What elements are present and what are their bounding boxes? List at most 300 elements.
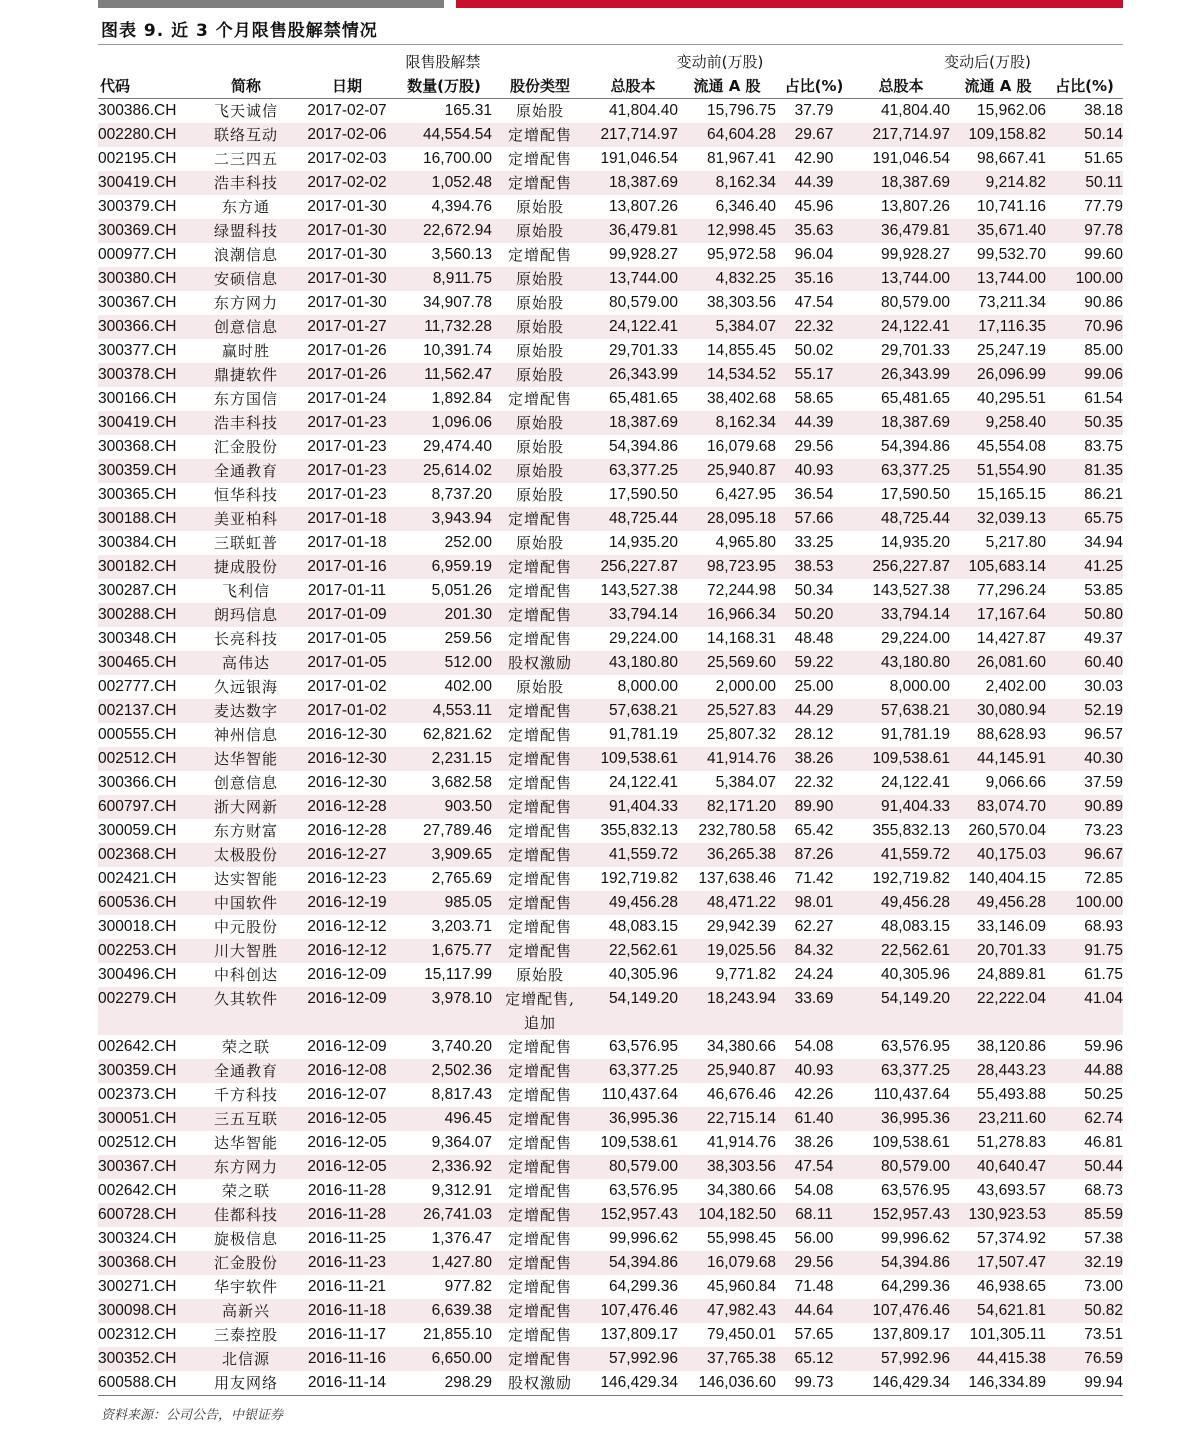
table-cell: 109,538.61 (600, 1134, 679, 1151)
table-cell: 34.94 (1084, 534, 1124, 551)
table-cell: 1,096.06 (396, 411, 492, 435)
table-cell: 57.38 (1084, 1230, 1124, 1247)
table-cell: 2,502.36 (396, 1059, 492, 1083)
table-cell: 2016-12-19 (298, 891, 396, 915)
table-cell: 40,295.51 (977, 390, 1047, 407)
table-cell: 38.26 (776, 747, 852, 771)
table-cell: 52.19 (1046, 699, 1123, 723)
table-row (98, 699, 1123, 723)
table-cell: 4,394.76 (431, 198, 492, 215)
table-cell: 5,384.07 (715, 774, 777, 791)
table-cell: 192,719.82 (600, 870, 679, 887)
table-cell: 99,996.62 (609, 1230, 679, 1247)
table-cell: 46,938.65 (977, 1278, 1047, 1295)
table-cell: 2016-12-30 (298, 747, 396, 771)
table-cell: 33,794.14 (852, 603, 950, 627)
table-cell: 29.67 (776, 123, 852, 147)
table-cell: 33,794.14 (588, 603, 678, 627)
table-cell: 99,928.27 (609, 246, 679, 263)
table-row (98, 1035, 1123, 1059)
table-row (98, 891, 1123, 915)
table-cell: 84.32 (776, 939, 852, 963)
table-cell: 99,928.27 (881, 246, 951, 263)
table-cell: 48,725.44 (852, 507, 950, 531)
table-cell: 定增配售 (508, 1182, 573, 1200)
table-cell: 38.53 (776, 555, 852, 579)
table-cell: 300324.CH (98, 1230, 177, 1247)
table-cell: 50.82 (1046, 1299, 1123, 1323)
table-cell: 22.32 (794, 774, 834, 791)
table-row (98, 939, 1123, 963)
table-cell: 73.23 (1084, 822, 1124, 839)
table-cell: 83,074.70 (950, 795, 1046, 819)
table-cell: 51,278.83 (977, 1134, 1047, 1151)
table-cell: 2016-11-23 (298, 1251, 396, 1275)
table-cell: 18,243.94 (678, 987, 776, 1035)
title-divider (98, 44, 1123, 45)
table-body (98, 99, 1123, 1396)
table-cell: 17,167.64 (950, 603, 1046, 627)
table-cell: 定增配售 (508, 582, 573, 600)
table-cell: 15,962.06 (977, 102, 1047, 119)
table-cell: 300098.CH (98, 1299, 194, 1323)
table-cell: 浙大网新 (194, 795, 298, 819)
table-row (98, 147, 1123, 171)
table-cell: 24,122.41 (588, 315, 678, 339)
table-cell: 21,855.10 (423, 1326, 492, 1343)
table-cell: 100.00 (1046, 267, 1123, 291)
table-cell: 6,959.19 (396, 555, 492, 579)
table-cell: 37,765.38 (678, 1347, 776, 1371)
table-cell: 1,376.47 (431, 1230, 492, 1247)
table-cell: 浩丰科技 (194, 411, 298, 435)
table-cell: 55,998.45 (707, 1230, 777, 1247)
table-cell: 99.60 (1084, 246, 1124, 263)
table-cell: 105,683.14 (950, 555, 1046, 579)
group-after: 变动后(万股) (944, 53, 1031, 71)
table-cell: 26,096.99 (950, 363, 1046, 387)
table-cell: 2016-12-09 (307, 966, 387, 983)
table-cell: 16,079.68 (707, 438, 777, 455)
table-cell: 36,479.81 (852, 219, 950, 243)
table-cell: 57,638.21 (588, 699, 678, 723)
table-cell: 82,171.20 (678, 795, 776, 819)
table-cell: 18,387.69 (852, 411, 950, 435)
table-cell: 飞利信 (221, 582, 270, 600)
table-cell: 32,039.13 (950, 507, 1046, 531)
table-cell: 1,427.80 (396, 1251, 492, 1275)
col-header: 占比(%) (784, 77, 844, 95)
table-cell: 24,889.81 (977, 966, 1047, 983)
table-cell: 146,036.60 (698, 1374, 777, 1391)
table-cell: 2017-01-18 (307, 534, 387, 551)
table-cell: 83.75 (1084, 438, 1124, 455)
table-cell: 久远银海 (213, 678, 278, 696)
table-cell: 19,025.56 (678, 939, 776, 963)
table-cell: 71.48 (794, 1278, 834, 1295)
table-cell: 9,364.07 (431, 1134, 492, 1151)
col-header: 简称 (230, 77, 261, 95)
table-cell: 3,203.71 (431, 918, 492, 935)
table-cell: 260,570.04 (968, 822, 1047, 839)
table-cell: 71.42 (794, 870, 834, 887)
table-cell: 61.54 (1084, 390, 1124, 407)
table-cell: 久其软件 (194, 987, 298, 1035)
table-cell: 109,538.61 (852, 747, 950, 771)
table-cell: 定增配售 (508, 918, 573, 936)
table-cell: 977.82 (444, 1278, 492, 1295)
table-cell: 99.94 (1084, 1374, 1124, 1391)
table-cell: 定增配售 (508, 1278, 573, 1296)
table-cell: 109,158.82 (950, 123, 1046, 147)
table-cell: 81.35 (1046, 459, 1123, 483)
table-cell: 11,562.47 (396, 363, 492, 387)
table-cell: 002421.CH (98, 870, 177, 887)
table-cell: 东方通 (221, 198, 270, 216)
table-cell: 55.17 (776, 363, 852, 387)
table-cell: 2,765.69 (431, 870, 492, 887)
table-cell: 54,394.86 (609, 438, 679, 455)
table-cell: 300287.CH (98, 582, 177, 599)
table-cell: 40.30 (1046, 747, 1123, 771)
table-cell: 浩丰科技 (194, 171, 298, 195)
table-cell: 43,180.80 (852, 651, 950, 675)
table-row (98, 1323, 1123, 1347)
table-cell: 定增配售 (492, 939, 588, 963)
table-cell: 98,723.95 (678, 555, 776, 579)
table-cell: 定增配售, 追加 (492, 987, 588, 1035)
table-cell: 45,554.08 (977, 438, 1047, 455)
table-cell: 36,995.36 (852, 1107, 950, 1131)
table-cell: 5,051.26 (431, 582, 492, 599)
header-bar-gray (98, 0, 444, 8)
table-cell: 90.86 (1084, 294, 1124, 311)
table-cell: 512.00 (396, 651, 492, 675)
table-row (98, 723, 1123, 747)
table-cell: 232,780.58 (698, 822, 777, 839)
table-row (98, 1059, 1123, 1083)
table-cell: 79,450.01 (707, 1326, 777, 1343)
table-cell: 千方科技 (213, 1086, 278, 1104)
table-cell: 300378.CH (98, 363, 194, 387)
table-cell: 原始股 (516, 534, 565, 552)
table-cell: 300166.CH (98, 390, 177, 407)
table-cell: 4,832.25 (678, 267, 776, 291)
table-cell: 50.80 (1046, 603, 1123, 627)
table-cell: 68.11 (776, 1203, 852, 1227)
table-cell: 定增配售 (508, 726, 573, 744)
table-row (98, 1299, 1123, 1323)
table-cell: 300051.CH (98, 1107, 194, 1131)
table-cell: 27,789.46 (423, 822, 492, 839)
table-cell: 定增配售 (492, 699, 588, 723)
table-cell: 300288.CH (98, 603, 194, 627)
table-cell: 25,569.60 (678, 651, 776, 675)
table-cell: 原始股 (492, 459, 588, 483)
table-cell: 65,481.65 (881, 390, 951, 407)
table-cell: 定增配售 (508, 870, 573, 888)
table-cell: 903.50 (396, 795, 492, 819)
table-cell: 2,000.00 (715, 678, 777, 695)
table-cell: 2017-01-23 (307, 438, 387, 455)
table-cell: 73.51 (1084, 1326, 1124, 1343)
table-row (98, 579, 1123, 603)
table-cell: 定增配售 (492, 747, 588, 771)
table-cell: 002368.CH (98, 843, 194, 867)
table-cell: 定增配售 (508, 1038, 573, 1056)
table-cell: 107,476.46 (852, 1299, 950, 1323)
table-cell: 达实智能 (213, 870, 278, 888)
table-cell: 57,992.96 (588, 1347, 678, 1371)
table-cell: 29.56 (794, 438, 834, 455)
table-cell: 5,384.07 (678, 315, 776, 339)
table-cell: 33.69 (776, 987, 852, 1035)
table-cell: 原始股 (516, 342, 565, 360)
table-cell: 2017-01-30 (307, 198, 387, 215)
table-row (98, 99, 1123, 124)
table-cell: 137,809.17 (600, 1326, 679, 1343)
table-cell: 80,579.00 (881, 294, 951, 311)
table-cell: 2017-01-26 (298, 363, 396, 387)
table-cell: 63,576.95 (609, 1182, 679, 1199)
table-cell: 14,935.20 (881, 534, 951, 551)
table-cell: 96.04 (794, 246, 834, 263)
table-cell: 98,667.41 (977, 150, 1047, 167)
table-cell: 22,222.04 (950, 987, 1046, 1035)
table-cell: 99,532.70 (977, 246, 1047, 263)
table-cell: 54,149.20 (852, 987, 950, 1035)
table-cell: 2017-01-30 (298, 267, 396, 291)
table-cell: 91,404.33 (852, 795, 950, 819)
table-cell: 中科创达 (213, 966, 278, 984)
table-cell: 97.78 (1046, 219, 1123, 243)
table-cell: 2017-01-30 (298, 219, 396, 243)
group-header-row (98, 50, 1123, 74)
table-cell: 59.96 (1084, 1038, 1124, 1055)
table-cell: 252.00 (444, 534, 492, 551)
table-cell: 2017-02-07 (307, 102, 387, 119)
table-cell: 23,211.60 (950, 1107, 1046, 1131)
col-header: 总股本 (878, 77, 924, 95)
table-cell: 2017-01-09 (298, 603, 396, 627)
table-cell: 41,914.76 (678, 747, 776, 771)
table-cell: 8,000.00 (617, 678, 679, 695)
table-cell: 54,149.20 (588, 987, 678, 1035)
table-cell: 50.11 (1046, 171, 1123, 195)
table-cell: 捷成股份 (194, 555, 298, 579)
table-cell: 62,821.62 (423, 726, 492, 743)
table-cell: 2016-12-30 (307, 774, 387, 791)
table-cell: 002777.CH (98, 678, 177, 695)
table-cell: 259.56 (444, 630, 492, 647)
table-cell: 29,224.00 (609, 630, 679, 647)
table-cell: 600797.CH (98, 795, 194, 819)
table-cell: 29,701.33 (609, 342, 679, 359)
table-row (98, 1083, 1123, 1107)
table-cell: 300465.CH (98, 651, 194, 675)
table-cell: 29,942.39 (707, 918, 777, 935)
table-cell: 002280.CH (98, 123, 194, 147)
table-cell: 44,554.54 (396, 123, 492, 147)
table-cell: 2016-12-23 (307, 870, 387, 887)
table-cell: 300059.CH (98, 822, 177, 839)
col-header: 流通 A 股 (693, 77, 761, 95)
table-cell: 中元股份 (213, 918, 278, 936)
table-cell: 定增配售 (492, 1347, 588, 1371)
table-cell: 24,122.41 (609, 774, 679, 791)
table-cell: 300366.CH (98, 315, 194, 339)
table-cell: 2017-01-23 (298, 459, 396, 483)
table-cell: 85.00 (1084, 342, 1124, 359)
table-cell: 全通教育 (194, 1059, 298, 1083)
table-cell: 18,387.69 (588, 411, 678, 435)
table-cell: 原始股 (492, 219, 588, 243)
table-cell: 002253.CH (98, 939, 194, 963)
table-cell: 11,732.28 (396, 315, 492, 339)
table-cell: 安硕信息 (194, 267, 298, 291)
table-cell: 146,429.34 (600, 1374, 679, 1391)
table-row (98, 219, 1123, 243)
table-row (98, 411, 1123, 435)
table-cell: 46.81 (1084, 1134, 1124, 1151)
table-cell: 146,429.34 (872, 1374, 951, 1391)
table-cell: 25,614.02 (396, 459, 492, 483)
table-cell: 15,165.15 (977, 486, 1047, 503)
table-row (98, 555, 1123, 579)
table-row (98, 603, 1123, 627)
table-cell: 华宇软件 (213, 1278, 278, 1296)
table-cell: 76.59 (1046, 1347, 1123, 1371)
table-cell: 2017-01-11 (307, 582, 387, 599)
table-cell: 48,083.15 (609, 918, 679, 935)
lockup-expiry-table (98, 50, 1123, 1395)
figure-title: 图表 9. 近 3 个月限售股解禁情况 (101, 21, 378, 41)
table-cell: 64,604.28 (678, 123, 776, 147)
table-cell: 33.25 (794, 534, 834, 551)
table-cell: 45,960.84 (707, 1278, 777, 1295)
table-cell: 全通教育 (194, 459, 298, 483)
table-cell: 109,538.61 (872, 1134, 951, 1151)
table-cell: 59.22 (776, 651, 852, 675)
table-cell: 137,638.46 (698, 870, 777, 887)
table-cell: 35.63 (776, 219, 852, 243)
table-row (98, 483, 1123, 507)
table-row (98, 963, 1123, 987)
table-cell: 恒华科技 (213, 486, 278, 504)
table-cell: 104,182.50 (678, 1203, 776, 1227)
table-row (98, 171, 1123, 195)
table-cell: 2016-12-28 (307, 822, 387, 839)
table-cell: 87.26 (776, 843, 852, 867)
table-cell: 300377.CH (98, 342, 177, 359)
table-cell: 24,122.41 (881, 774, 951, 791)
table-cell: 300384.CH (98, 534, 177, 551)
table-cell: 2017-01-02 (307, 678, 387, 695)
table-cell: 38,303.56 (678, 1155, 776, 1179)
table-row (98, 675, 1123, 699)
table-cell: 91,781.19 (881, 726, 951, 743)
table-cell: 44.88 (1046, 1059, 1123, 1083)
table-cell: 1,892.84 (431, 390, 492, 407)
table-cell: 217,714.97 (588, 123, 678, 147)
table-cell: 29,474.40 (423, 438, 492, 455)
table-cell: 985.05 (396, 891, 492, 915)
table-cell: 58.65 (794, 390, 834, 407)
table-row (98, 795, 1123, 819)
table-cell: 217,714.97 (852, 123, 950, 147)
table-cell: 原始股 (492, 411, 588, 435)
table-cell: 15,796.75 (707, 102, 777, 119)
table-cell: 38.26 (794, 1134, 834, 1151)
table-cell: 57,374.92 (977, 1230, 1047, 1247)
table-cell: 2017-01-05 (307, 630, 387, 647)
table-cell: 54,394.86 (588, 1251, 678, 1275)
table-cell: 东方网力 (213, 294, 278, 312)
header-bar-red (456, 0, 1123, 8)
table-cell: 100.00 (1046, 891, 1123, 915)
table-cell: 鼎捷软件 (194, 363, 298, 387)
table-cell: 34,380.66 (707, 1038, 777, 1055)
table-cell: 长亮科技 (213, 630, 278, 648)
table-row (98, 819, 1123, 843)
table-cell: 73,211.34 (978, 294, 1047, 311)
table-cell: 496.45 (396, 1107, 492, 1131)
table-cell: 80,579.00 (852, 1155, 950, 1179)
table-cell: 43,693.57 (977, 1182, 1047, 1199)
table-cell: 2016-12-05 (298, 1155, 396, 1179)
table-cell: 2,336.92 (396, 1155, 492, 1179)
table-cell: 原始股 (492, 267, 588, 291)
table-cell: 14,427.87 (977, 630, 1047, 647)
table-cell: 17,590.50 (609, 486, 679, 503)
table-row (98, 1179, 1123, 1203)
table-cell: 2016-12-27 (298, 843, 396, 867)
table-cell: 2017-01-30 (307, 294, 387, 311)
table-cell: 36,995.36 (588, 1107, 678, 1131)
table-cell: 140,404.15 (968, 870, 1047, 887)
table-cell: 000977.CH (98, 246, 177, 263)
table-cell: 荣之联 (221, 1182, 270, 1200)
table-cell: 60.40 (1046, 651, 1123, 675)
table-cell: 57,992.96 (852, 1347, 950, 1371)
table-cell: 300419.CH (98, 171, 194, 195)
table-cell: 56.00 (794, 1230, 834, 1247)
table-cell: 29,224.00 (881, 630, 951, 647)
table-cell: 东方国信 (213, 390, 278, 408)
table-cell: 2016-12-12 (298, 939, 396, 963)
table-cell: 8,817.43 (431, 1086, 492, 1103)
table-cell: 定增配售 (508, 1230, 573, 1248)
table-cell: 2017-01-23 (298, 411, 396, 435)
table-cell: 汇金股份 (194, 1251, 298, 1275)
table-cell: 600728.CH (98, 1203, 194, 1227)
table-cell: 美亚柏科 (194, 507, 298, 531)
table-cell: 原始股 (492, 363, 588, 387)
table-cell: 40,305.96 (881, 966, 951, 983)
table-cell: 300419.CH (98, 411, 194, 435)
table-cell: 38,402.68 (707, 390, 777, 407)
table-cell: 54,394.86 (852, 1251, 950, 1275)
table-cell: 创意信息 (194, 315, 298, 339)
table-cell: 300271.CH (98, 1278, 177, 1295)
table-cell: 57,638.21 (852, 699, 950, 723)
table-cell: 33,146.09 (977, 918, 1047, 935)
table-cell: 定增配售 (492, 843, 588, 867)
table-cell: 高新兴 (194, 1299, 298, 1323)
table-cell: 48,471.22 (678, 891, 776, 915)
table-cell: 63,377.25 (852, 1059, 950, 1083)
table-cell: 28,443.23 (950, 1059, 1046, 1083)
